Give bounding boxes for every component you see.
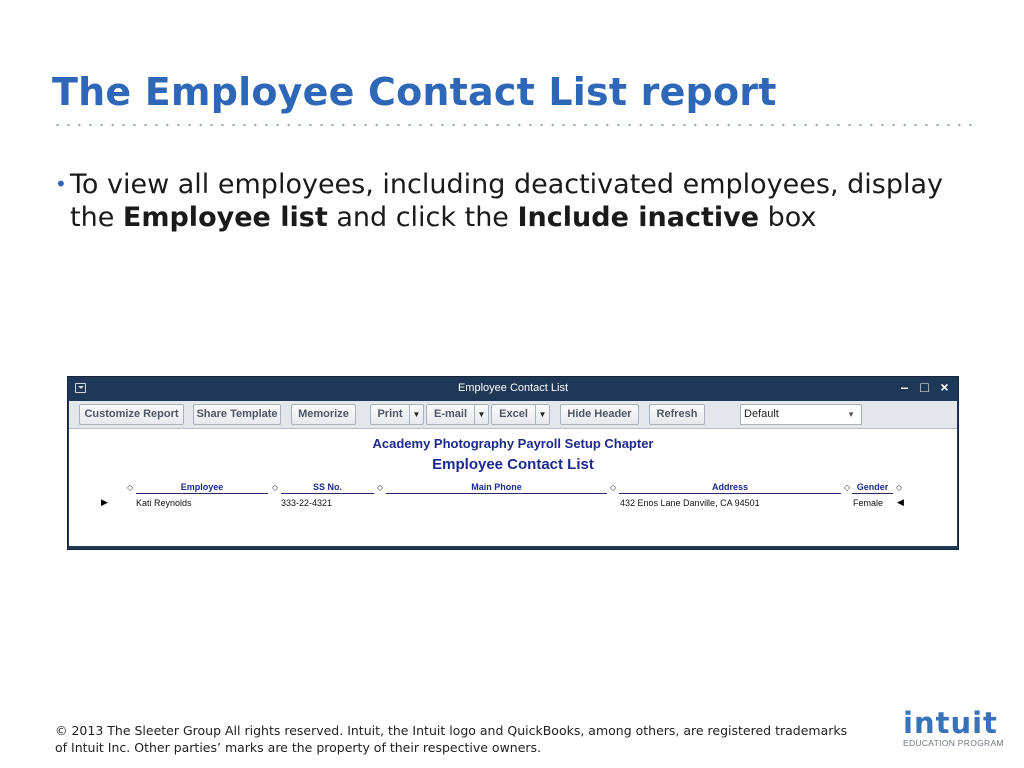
report-format-dropdown[interactable] [740,404,862,425]
logo-subtitle: EDUCATION PROGRAM [903,738,1004,748]
bullet-bold-employee-list: Employee list [122,202,328,233]
refresh-button[interactable]: Refresh [649,404,705,425]
cell-ss-no[interactable]: 333-22-4321 [281,498,333,508]
cell-gender[interactable]: Female [853,498,884,508]
cell-employee[interactable]: Kati Reynolds [136,498,192,508]
copyright-footer: © 2013 The Sleeter Group All rights reserved. Intuit, the Intuit logo and QuickBooks, among others, are registered trademarks of Intuit Inc. Other parties’ marks are the property of their respective owners. [55,723,848,755]
column-header-gender[interactable]: Gender [852,482,893,494]
report-company-name: Academy Photography Payroll Setup Chapter [372,436,654,451]
dropdown-value: Default [744,408,779,420]
row-pointer-right-icon: ▶ [101,498,108,508]
cell-address[interactable]: 432 Enos Lane Danville, CA 94501 [620,498,760,508]
column-resize-icon[interactable]: ◇ [610,483,617,492]
maximize-icon[interactable]: □ [920,379,929,395]
bullet-text-part: and click the [327,202,518,233]
email-button[interactable] [426,404,489,425]
excel-button[interactable] [491,404,550,425]
email-dropdown-icon[interactable]: ▼ [474,405,488,424]
window-title: Employee Contact List [457,382,569,394]
row-pointer-left-icon: ◀ [897,498,904,508]
intuit-logo [903,708,1015,748]
chevron-down-icon: ▼ [847,410,855,419]
hide-header-button[interactable]: Hide Header [560,404,639,425]
close-icon[interactable]: × [940,379,949,395]
bullet-point [55,168,995,234]
bullet-bold-include-inactive: Include inactive [517,202,760,233]
print-label: Print [377,408,403,420]
column-resize-icon[interactable]: ◇ [127,483,134,492]
print-dropdown-icon[interactable]: ▼ [409,405,423,424]
bullet-text-part: box [759,202,817,233]
report-title: Employee Contact List [432,456,594,473]
logo-wordmark: intuit [903,706,998,740]
bullet-dot: • [55,172,67,196]
report-toolbar [69,401,957,429]
excel-dropdown-icon[interactable]: ▼ [535,405,549,424]
slide-title: The Employee Contact List report [52,70,777,114]
window-controls [899,379,950,395]
column-resize-icon[interactable]: ◇ [844,483,851,492]
title-divider [52,124,972,126]
report-window [67,376,959,550]
share-template-button[interactable]: Share Template [193,404,281,425]
memorize-button[interactable]: Memorize [291,404,356,425]
column-resize-icon[interactable]: ◇ [377,483,384,492]
column-header-address[interactable]: Address [619,482,841,494]
column-header-main-phone[interactable]: Main Phone [386,482,607,494]
column-header-ss-no[interactable]: SS No. [281,482,374,494]
minimize-icon[interactable]: – [900,379,909,395]
column-header-employee[interactable]: Employee [136,482,268,494]
window-titlebar[interactable] [68,377,958,401]
column-resize-icon[interactable]: ◇ [896,483,903,492]
bullet-text-part: To view all employees, including deactivated employees, display the [70,169,943,233]
email-label: E-mail [433,408,467,420]
print-button[interactable] [370,404,424,425]
column-resize-icon[interactable]: ◇ [272,483,279,492]
report-body [69,429,957,546]
bullet-text [70,168,995,234]
customize-report-button[interactable]: Customize Report [79,404,184,425]
excel-label: Excel [499,408,528,420]
